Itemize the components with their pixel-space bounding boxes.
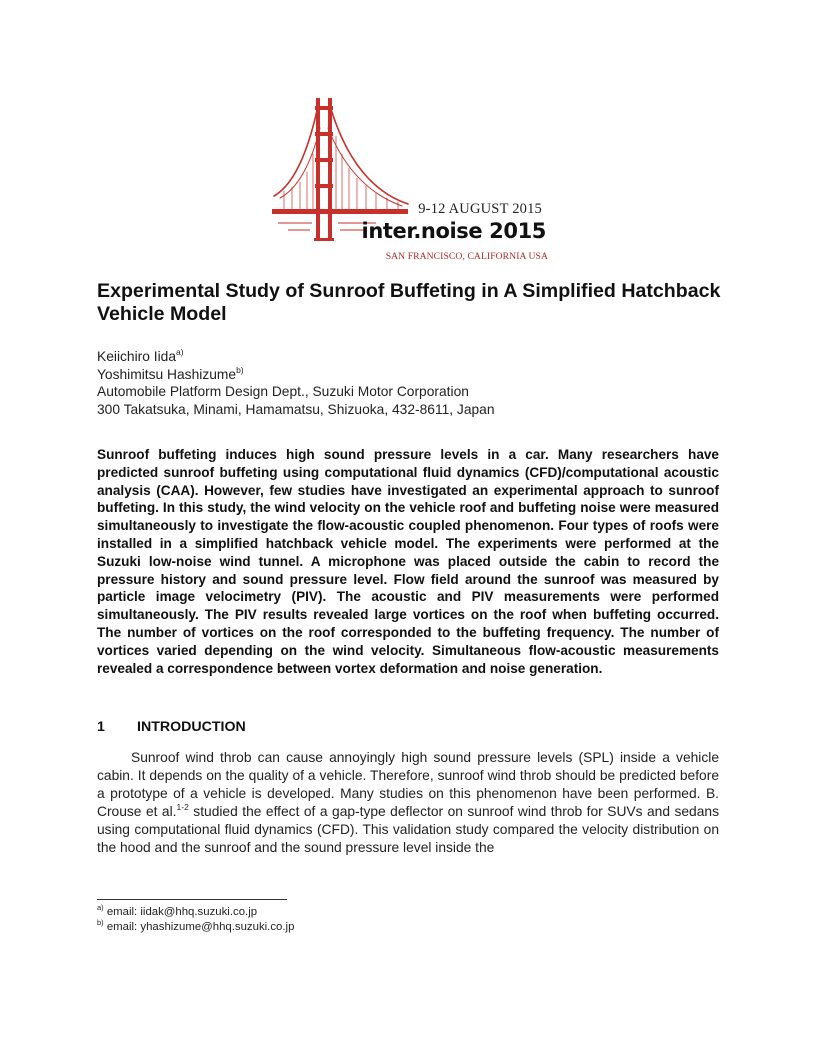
- footnote-divider: [97, 899, 287, 900]
- author-name: Yoshimitsu Hashizume: [97, 366, 237, 382]
- footnote-email: email: yhashizume@hhq.suzuki.co.jp: [103, 920, 295, 933]
- author-mark: b): [236, 364, 244, 375]
- footnote-mark: b): [97, 917, 104, 927]
- affiliation: Automobile Platform Design Dept., Suzuki Motor Corporation: [97, 384, 469, 399]
- paragraph-text: studied the effect of a gap-type deflector on sunroof wind throb for SUVs and sedans using computational fluid dynamics (CFD). This validation study compared the velocity distribution on the hood and the sunroof and the sound pressure level inside the: [97, 804, 719, 855]
- section-title: INTRODUCTION: [137, 719, 246, 735]
- footnote: [97, 905, 294, 920]
- paper-title: Experimental Study of Sunroof Buffeting in A Simplified Hatchback Vehicle Model: [97, 280, 721, 325]
- footnotes: [97, 905, 294, 934]
- conference-name: inter.noise 2015: [361, 219, 546, 243]
- conference-logo: [272, 98, 548, 266]
- author-line: [97, 366, 737, 384]
- footnote-mark: a): [97, 903, 104, 912]
- section-heading: [97, 719, 246, 735]
- address: 300 Takatsuka, Minami, Hamamatsu, Shizuoka, 432-8611, Japan: [97, 401, 495, 417]
- section-number: 1: [97, 719, 105, 735]
- author-block: [97, 348, 737, 418]
- footnote-email: email: iidak@hhq.suzuki.co.jp: [103, 906, 258, 918]
- author-name: Keiichiro Iida: [97, 349, 176, 364]
- conference-dates: 9-12 AUGUST 2015: [418, 201, 542, 217]
- author-mark: a): [176, 347, 184, 357]
- abstract: Sunroof buffeting induces high sound pressure levels in a car. Many researchers have predicted sunroof buffeting using computational fluid dynamics (CFD)/computational acoustic analysis (CAA). However, few studies have investigated an experimental approach to sunroof buffeting. In this study, the wind velocity on the vehicle roof and buffeting noise were measured simultaneously to investigate the flow-acoustic coupled phenomenon. Four types of roofs were installed in a simplified hatchback vehicle model. The experiments were performed at the Suzuki low-noise wind tunnel. A microphone was placed outside the cabin to record the pressure history and sound pressure level. Flow field around the sunroof was measured by particle image velocimetry (PIV). The acoustic and PIV measurements were performed simultaneously. The PIV results revealed large vortices on the roof when buffeting occurred. The number of vortices on the roof corresponded to the buffeting frequency. The number of vortices varied depending on the wind velocity. Simultaneous flow-acoustic measurements revealed a correspondence between vortex deformation and noise generation.: [97, 447, 719, 676]
- conference-location: SAN FRANCISCO, CALIFORNIA USA: [385, 251, 548, 262]
- introduction-paragraph: [97, 749, 719, 857]
- footnote: [97, 917, 295, 935]
- paragraph-text: Sunroof wind throb can cause annoyingly high sound pressure levels (SPL) inside a vehicle cabin. It depends on the quality of a vehicle. Therefore, sunroof wind throb should be predicted before a prototype of a vehicle is developed. Many studies on this phenomenon have been performed. B. Crouse et al.: [97, 750, 719, 819]
- citation-ref: 1-2: [176, 802, 189, 812]
- author-line: [97, 348, 737, 366]
